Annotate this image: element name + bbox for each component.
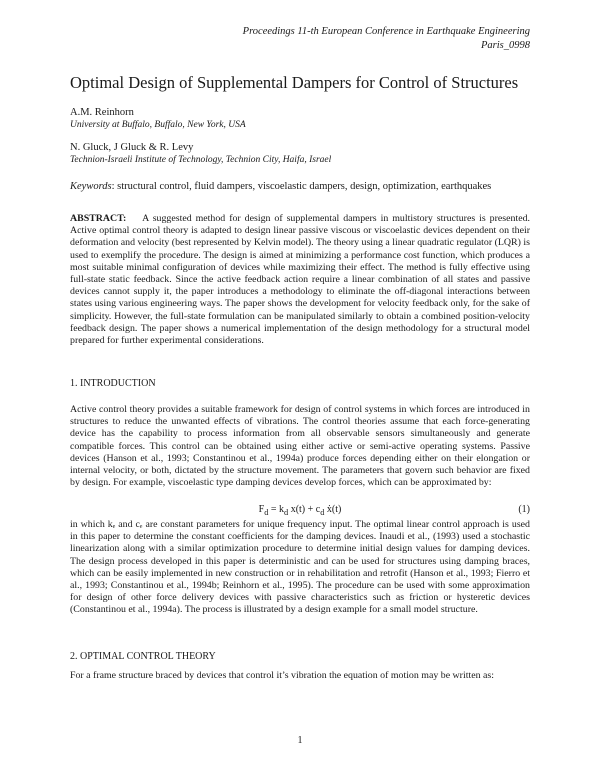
paragraph: Active control theory provides a suitable framework for design of control systems in which forces are introduced in structures to reduce the unwanted effects of vibrations. The control theories assume that each force-generating device has the capability to process information from all observable sensors simultaneously and generate compatible forces. This control can be obtained using either active or semi-active operating systems. Passive devices (Hanson et al., 1993; Constantinou et al., 1994a) produce forces depending either on their elongation or internal velocity, or both, dictated by the structure movement. The parameters that govern such behavior are fixed by design. For example, viscoelastic type damping devices develop forces, which can be approximated by: <box>70 404 530 489</box>
paper-title: Optimal Design of Supplemental Dampers for Control of Structures <box>70 73 519 92</box>
author-affiliation: Technion-Israeli Institute of Technology, Technion City, Haifa, Israel <box>70 155 332 165</box>
equation-body: $F_d = k_d$ $x(t) + c_d$ ẋ(t) <box>258 504 342 517</box>
keywords-text: : structural control, fluid dampers, viscoelastic dampers, design, optimization, earthquakes <box>111 181 492 192</box>
author-affiliation: University at Buffalo, Buffalo, New York, USA <box>70 120 246 130</box>
abstract-text: A suggested method for design of supplemental dampers in multistory structures is presented. Active optimal control theory is adapted to design linear passive viscous or viscoelastic devices dependent on their deformation and velocity (best represented by Kelvin model). The theory using a linear quadratic regulator (LQR) is used to exemplify the procedure. The design is aimed at minimizing a performance cost function, which produces a most suitable minimal configuration of devices while maximizing their effect. The method is fully effective using full-state static feedback. Since the active feedback action require a linear combination of all states and passive devices cannot supply it, the paper introduces a methodology to eliminate the off-diagonal interactions between states using various engineering ways. The paper shows the development for velocity feedback only, for the sake of simplicity. However, the full-state formulation can be manipulated similarly to obtain a combined position-velocity feedback design. The paper shows a numerical implementation of the design methodology for a structural model prepared for further experimental considerations. <box>70 213 530 347</box>
proceedings-header: Proceedings 11-th European Conference in Earthquake Engineering <box>242 26 530 37</box>
page-number: 1 <box>297 735 303 746</box>
keywords <box>70 181 491 192</box>
author-names: N. Gluck, J Gluck & R. Levy <box>70 142 194 153</box>
abstract <box>70 213 530 347</box>
author-names: A.M. Reinhorn <box>70 107 134 118</box>
paragraph: in which kₑ and cₑ are constant parameters for unique frequency input. The optimal linear control approach is used in this paper to determine the constant coefficients for the damping devices. Inaudi et al., (1993) used a stochastic linearization along with a similar optimization procedure to determine initial design values for damping devices. The design process developed in this paper is deterministic and can be used for structures using damping braces, which can be easily implemented in new construction or in rehabilitation and retrofit (Hanson et al., 1993; Fierro et al., 1993; Constantinou et al., 1994b; Reinhorn et al., 1995). The procedure can be used with some approximation for design of other force delivery devices with passive characteristics such as friction or hysteretic devices (Constantinou et al., 1994a). The process is illustrated by a design example for a small model structure. <box>70 519 530 616</box>
paper-id: Paris_0998 <box>480 40 530 51</box>
section-heading: 2. OPTIMAL CONTROL THEORY <box>70 651 216 662</box>
section-heading: 1. INTRODUCTION <box>70 378 156 389</box>
abstract-label: ABSTRACT: <box>70 213 127 224</box>
keywords-label: Keywords <box>70 181 112 192</box>
paragraph: For a frame structure braced by devices that control it’s vibration the equation of motion may be written as: <box>70 670 494 681</box>
equation-number: (1) <box>518 504 530 515</box>
equation <box>70 504 530 517</box>
